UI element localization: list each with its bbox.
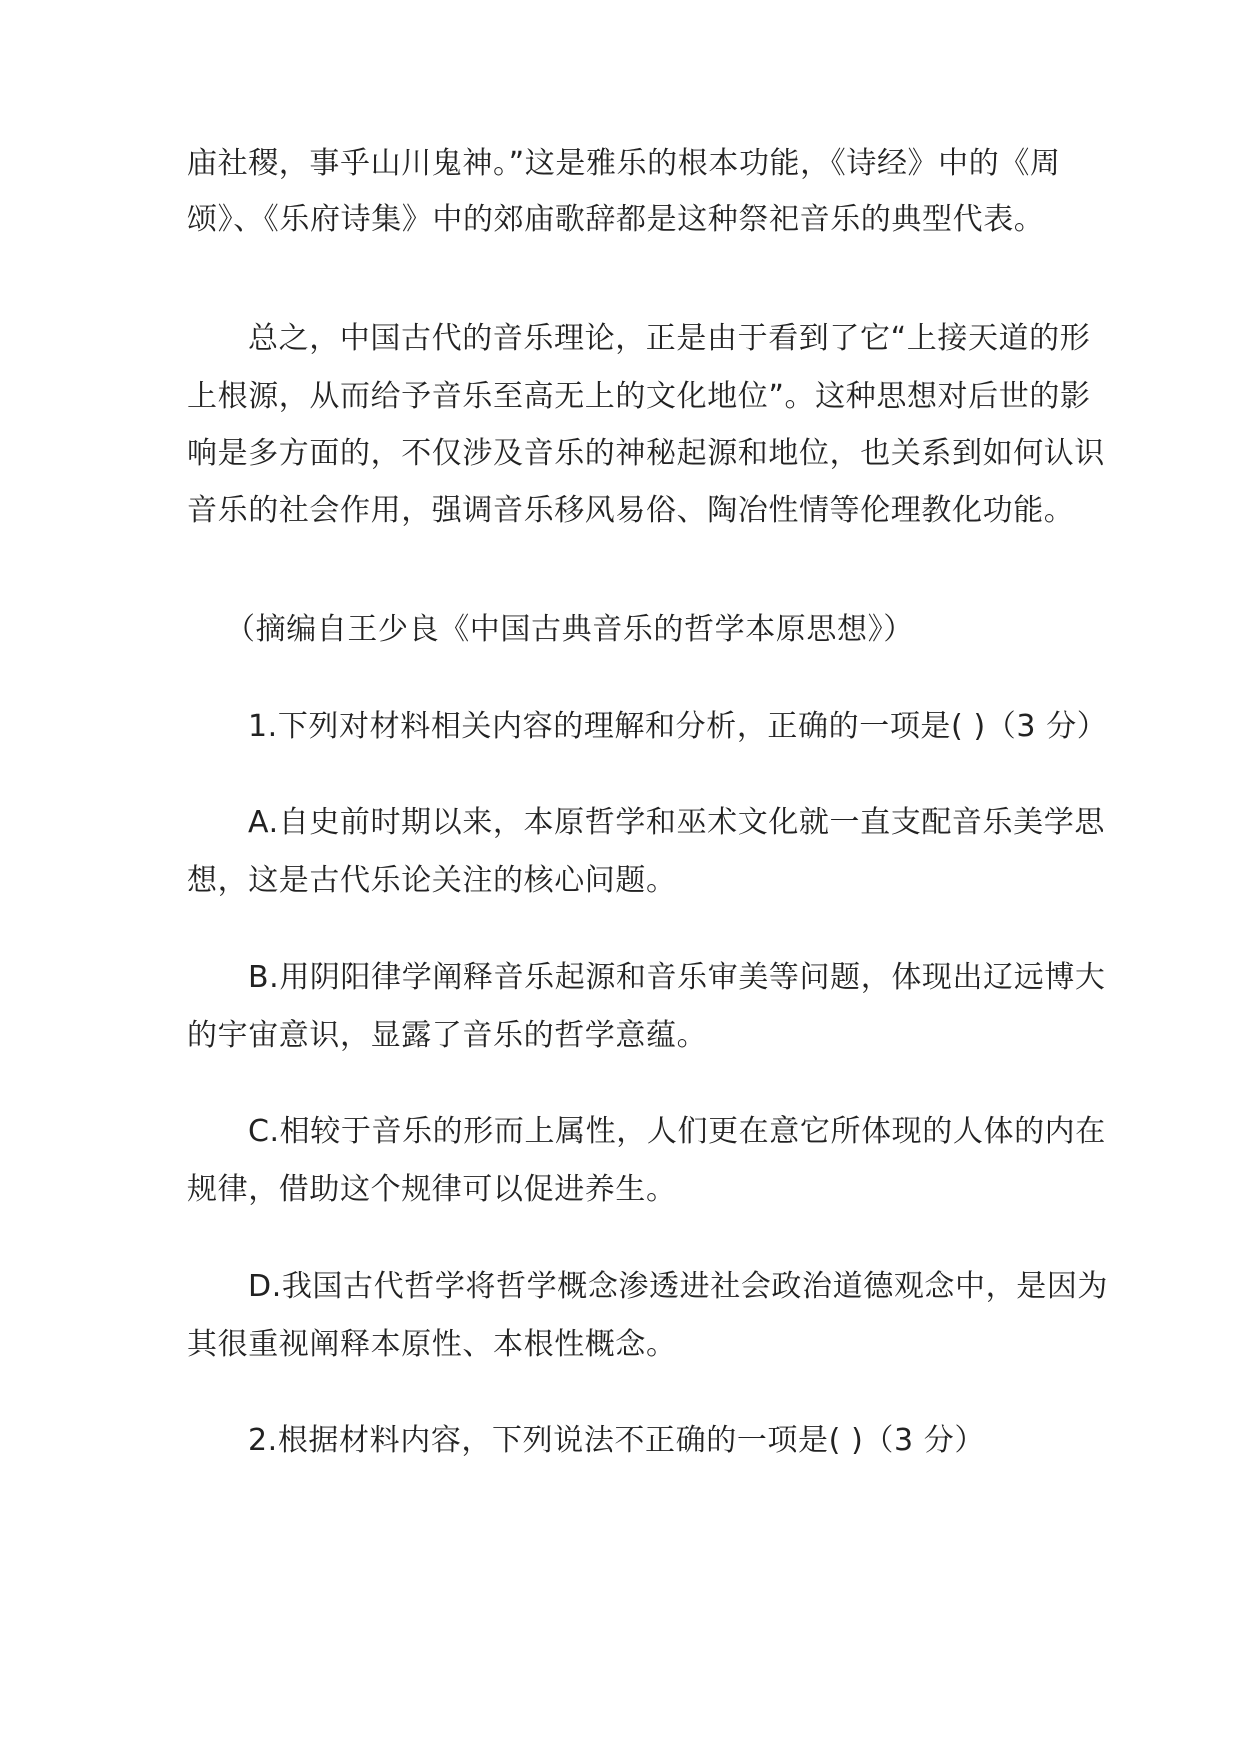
question-2-stem: 2.根据材料内容，下列说法不正确的一项是( )（3 分） [248,1423,985,1458]
option-d-line-1: D.我国古代哲学将哲学概念渗透进社会政治道德观念中，是因为 [248,1269,1109,1304]
option-c-line-1: C.相较于音乐的形而上属性，人们更在意它所体现的人体的内在 [248,1114,1106,1149]
source-citation: （摘编自王少良《中国古典音乐的哲学本原思想》） [225,612,914,647]
question-1-stem: 1.下列对材料相关内容的理解和分析，正确的一项是( )（3 分） [248,709,1108,744]
option-a-line-1: A.自史前时期以来，本原哲学和巫术文化就一直支配音乐美学思 [248,805,1105,840]
option-a-line-2: 想，这是古代乐论关注的核心问题。 [187,863,677,898]
option-c-line-2: 规律，借助这个规律可以促进养生。 [187,1172,677,1207]
passage-line: 庙社稷，事乎山川鬼神。”这是雅乐的根本功能，《诗经》中的《周 [187,146,1061,181]
passage-line: 响是多方面的，不仅涉及音乐的神秘起源和地位，也关系到如何认识 [187,436,1105,471]
option-b-line-2: 的宇宙意识，显露了音乐的哲学意蕴。 [187,1018,708,1053]
option-d-line-2: 其很重视阐释本原性、本根性概念。 [187,1327,677,1362]
passage-line: 总之，中国古代的音乐理论，正是由于看到了它“上接天道的形 [248,321,1091,356]
passage-line: 上根源，从而给予音乐至高无上的文化地位”。这种思想对后世的影 [187,379,1091,414]
passage-line: 颂》、《乐府诗集》中的郊庙歌辞都是这种祭祀音乐的典型代表。 [187,202,1045,237]
option-b-line-1: B.用阴阳律学阐释音乐起源和音乐审美等问题，体现出辽远博大 [248,960,1106,995]
passage-line: 音乐的社会作用，强调音乐移风易俗、陶冶性情等伦理教化功能。 [187,493,1075,528]
